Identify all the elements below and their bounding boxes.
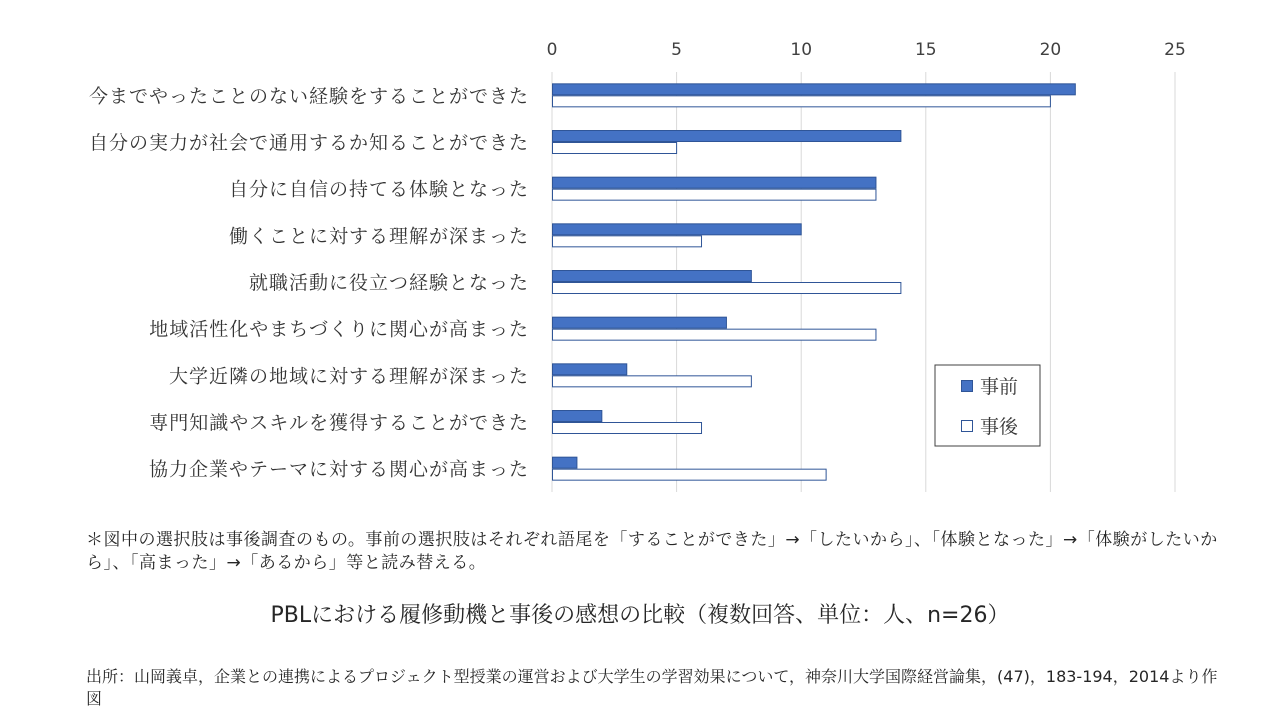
bar-after [553,423,702,434]
category-labels [89,85,529,480]
category-label: 自分に自信の持てる体験となった [228,178,529,201]
bar-after [553,189,876,200]
category-label: 大学近隣の地域に対する理解が深まった [168,365,529,388]
bar-before [553,411,602,422]
category-label: 今までやったことのない経験をすることができた [88,85,529,108]
bar-after [553,376,752,387]
category-label: 就職活動に役立つ経験となった [248,272,529,294]
bar-before [553,457,577,468]
bar-after [553,236,702,247]
bar-before [553,177,876,188]
x-tick-label: 5 [671,40,683,60]
bar-before [553,224,802,235]
bar-after [553,469,827,480]
bar-before [553,84,1076,95]
bar-before [553,271,752,282]
bar-after [553,96,1051,107]
x-tick-label: 20 [1039,40,1062,60]
x-tick-label: 25 [1164,40,1186,60]
category-label: 地域活性化やまちづくりに関心が高まった [149,318,529,341]
chart-caption: PBLにおける履修動機と事後の感想の比較（複数回答、単位：人、n=26） [270,603,1010,628]
x-axis-ticks [547,40,1186,60]
bar-after [553,143,677,154]
legend-swatch-after [962,421,973,432]
chart-note: ＊図中の選択肢は事後調査のもの。事前の選択肢はそれぞれ語尾を「することができた」→「したいから」、「体験となった」→「体験がしたいから」、「高まった」→「あるから」等と読み替える。 [86,530,1218,573]
bar-before [553,364,627,375]
category-label: 専門知識やスキルを獲得することができた [149,412,529,434]
category-label: 働くことに対する理解が深まった [228,225,529,248]
category-label: 協力企業やテーマに対する関心が高まった [148,458,529,481]
bar-before [553,317,727,328]
bar-before [553,131,901,142]
legend-label: 事前 [980,376,1019,398]
x-tick-label: 10 [790,40,813,60]
legend-swatch-before [962,381,973,392]
source-citation: 出所：山岡義卓，企業との連携によるプロジェクト型授業の運営および大学生の学習効果について，神奈川大学国際経営論集，(47)，183-194，2014より作図 [86,667,1218,708]
legend-label: 事後 [980,416,1019,438]
x-tick-label: 15 [914,40,937,60]
x-tick-label: 0 [546,40,558,60]
bar-after [553,329,876,340]
legend [935,365,1040,446]
category-label: 自分の実力が社会で通用するか知ることができた [88,132,529,154]
bar-after [553,283,901,294]
